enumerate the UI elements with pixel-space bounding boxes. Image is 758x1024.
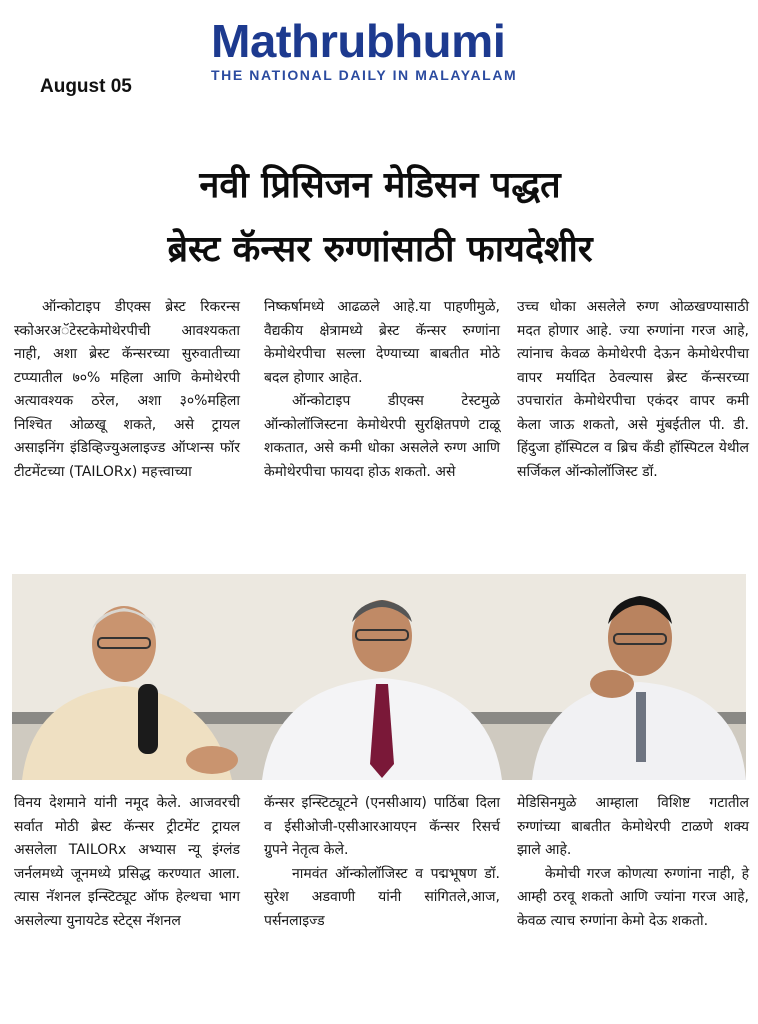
article-column-3-top: [517, 296, 749, 484]
headline-line-1: नवी प्रिसिजन मेडिसन पद्धत: [199, 165, 561, 206]
paragraph: विनय देशमाने यांनी नमूद केले. आजवरची सर्वात मोठी ब्रेस्ट कॅन्सर ट्रीटमेंट ट्रायल असलेला TAILORx अभ्यास न्यू इंग्लंड जर्नलमध्ये जूनमध्ये प्रसिद्ध करण्यात आला. त्यास नॅशनल इन्स्टिट्यूट ऑफ हेल्थचा भाग असलेल्या युनायटेड स्टेट्स नॅशनल: [14, 795, 240, 929]
masthead-tagline: THE NATIONAL DAILY IN MALAYALAM: [211, 67, 518, 83]
paragraph: कॅन्सर इन्स्टिट्यूटने (एनसीआय) पाठिंबा दिला व ईसीओजी-एसीआरआयएन कॅन्सर रिसर्च ग्रुपने नेतृत्व केले.: [264, 795, 500, 858]
article-column-2-bottom: [264, 792, 500, 933]
paragraph: निष्कर्षामध्ये आढळले आहे.या पाहणीमुळे, वैद्यकीय क्षेत्रामध्ये ब्रेस्ट कॅन्सर रुग्णांना केमोथेरपीचा सल्ला देण्याच्या बाबतीत मोठे बदल होणार आहेत.: [264, 299, 500, 386]
article-column-1-bottom: [14, 792, 240, 933]
publication-date: August 05: [40, 76, 132, 97]
paragraph: मेडिसिनमुळे आम्हाला विशिष्ट गटातील रुग्णांच्या बाबतीत केमोथेरपी टाळणे शक्य झाले आहे.: [517, 795, 749, 858]
paragraph: नामवंत ऑन्कोलॉजिस्ट व पद्मभूषण डॉ. सुरेश अडवाणी यांनी सांगितले,आज, पर्सनलाइज्ड: [264, 865, 500, 929]
article-column-3-bottom: [517, 792, 749, 933]
paragraph: ऑन्कोटाइप डीएक्स टेस्टमुळे ऑन्कोलॉजिस्टना केमोथेरपी सुरक्षितपणे टाळू शकतात, असे कमी धोका असलेले रुग्ण आणि केमोथेरपीचा फायदा होऊ शकतो. असे: [264, 393, 500, 480]
masthead-logo: Mathrubhumi: [211, 15, 506, 67]
news-photo: [12, 574, 746, 780]
masthead: [211, 14, 583, 83]
article-column-2-top: [264, 296, 500, 484]
paragraph: केमोची गरज कोणत्या रुग्णांना नाही, हे आम्ही ठरवू शकतो आणि ज्यांना गरज आहे, केवळ त्याच रुग्णांना केमो देऊ शकतो.: [517, 865, 749, 929]
paragraph: ऑन्कोटाइप डीएक्स ब्रेस्ट रिकरन्स स्कोअरअॅटेस्टकेमोथेरपीची आवश्यकता नाही, अशा ब्रेस्ट कॅन्सरच्या सुरुवातीच्या टप्प्यातील ७०% महिला आणि केमोथेरपी अत्यावश्यक ठरेल, अशा ३०%महिला निश्चित ओळखू शकते, असे ट्रायल असाइनिंग इंडिव्हिज्युअलाइज्ड ऑप्शन्स फॉर टीटमेंटच्या (TAILORx) महत्त्वाच्या: [14, 299, 240, 480]
paragraph: उच्च धोका असलेले रुग्ण ओळखण्यासाठी मदत होणार आहे. ज्या रुग्णांना गरज आहे, त्यांनाच केवळ केमोथेरपी देऊन केमोथेरपीचा वापर मर्यादित ठेवल्यास ब्रेस्ट कॅन्सरच्या उपचारांत केमोथेरपीचा एकंदर वापर कमी केला जाऊ शकतो, असे मुंबईतील पी. डी. हिंदुजा हॉस्पिटल व ब्रिच कँडी हॉस्पिटल येथील सर्जिकल ऑन्कोलॉजिस्ट डॉ.: [517, 299, 749, 480]
headline-line-2: ब्रेस्ट कॅन्सर रुग्णांसाठी फायदेशीर: [167, 229, 593, 270]
article-column-1-top: [14, 296, 240, 484]
